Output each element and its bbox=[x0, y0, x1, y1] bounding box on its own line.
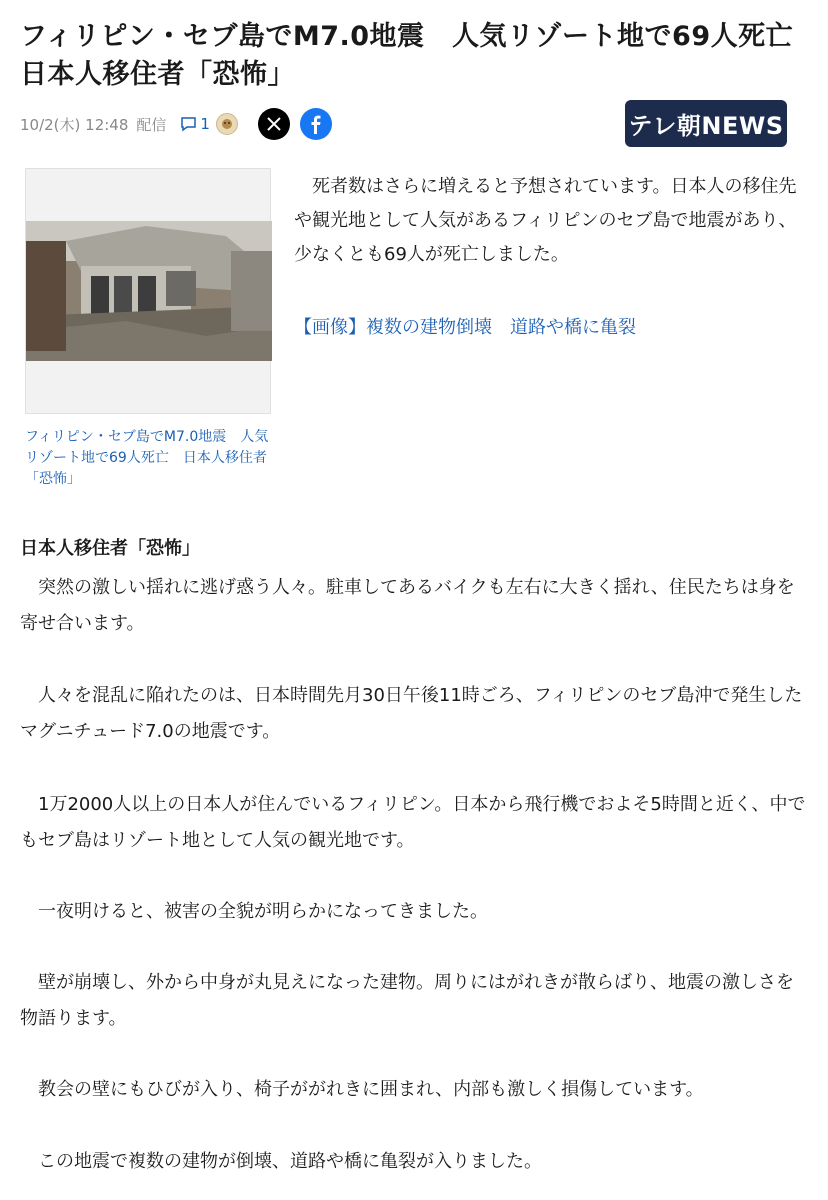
body-paragraph: 教会の壁にもひびが入り、椅子ががれきに囲まれ、内部も激しく損傷しています。 bbox=[38, 1079, 704, 1100]
collapsed-building-image bbox=[26, 221, 272, 361]
article-photo[interactable] bbox=[25, 168, 271, 414]
facebook-share-button[interactable] bbox=[300, 108, 332, 140]
photo-caption-link[interactable]: フィリピン・セブ島でM7.0地震 人気リゾート地で69人死亡 日本人移住者「恐怖」 bbox=[25, 429, 269, 487]
delivered-label: 配信 bbox=[136, 115, 167, 134]
x-share-icon bbox=[266, 116, 282, 132]
body-paragraph: 一夜明けると、被害の全貌が明らかになってきました。 bbox=[38, 901, 488, 922]
comment-link[interactable] bbox=[180, 115, 210, 133]
publisher-logo: テレ朝NEWS bbox=[625, 100, 787, 147]
body-paragraph: 1万2000人以上の日本人が住んでいるフィリピン。日本から飛行機でおよそ5時間と近く、中でもセブ島はリゾート地として人気の観光地です。 bbox=[20, 794, 806, 851]
lead-paragraph: 死者数はさらに増えると予想されています。日本人の移住先や観光地として人気があるフィリピンのセブ島で地震があり、少なくとも69人が死亡しました。 bbox=[294, 176, 797, 265]
publish-date: 10/2(木) 12:48 bbox=[20, 115, 129, 134]
comment-icon bbox=[180, 116, 197, 132]
body-paragraph: この地震で複数の建物が倒壊、道路や橋に亀裂が入りました。 bbox=[38, 1151, 542, 1172]
reaction-avatar-icon bbox=[216, 113, 238, 135]
body-paragraph: 突然の激しい揺れに逃げ惑う人々。駐車してあるバイクも左右に大きく揺れ、住民たちは身を寄せ合います。 bbox=[20, 577, 795, 634]
image-gallery-link[interactable]: 【画像】複数の建物倒壊 道路や橋に亀裂 bbox=[294, 317, 636, 338]
x-share-button[interactable] bbox=[258, 108, 290, 140]
article-meta bbox=[20, 110, 332, 138]
comment-count: 1 bbox=[200, 115, 210, 133]
body-paragraph: 人々を混乱に陥れたのは、日本時間先月30日午後11時ごろ、フィリピンのセブ島沖で発生したマグニチュード7.0の地震です。 bbox=[20, 685, 803, 742]
body-paragraph: 壁が崩壊し、外から中身が丸見えになった建物。周りにはがれきが散らばり、地震の激しさを物語ります。 bbox=[20, 972, 794, 1029]
section-heading: 日本人移住者「恐怖」 bbox=[20, 538, 200, 559]
article-title: フィリピン・セブ島でM7.0地震 人気リゾート地で69人死亡 日本人移住者「恐怖」 bbox=[20, 21, 821, 90]
facebook-share-icon bbox=[307, 114, 325, 134]
